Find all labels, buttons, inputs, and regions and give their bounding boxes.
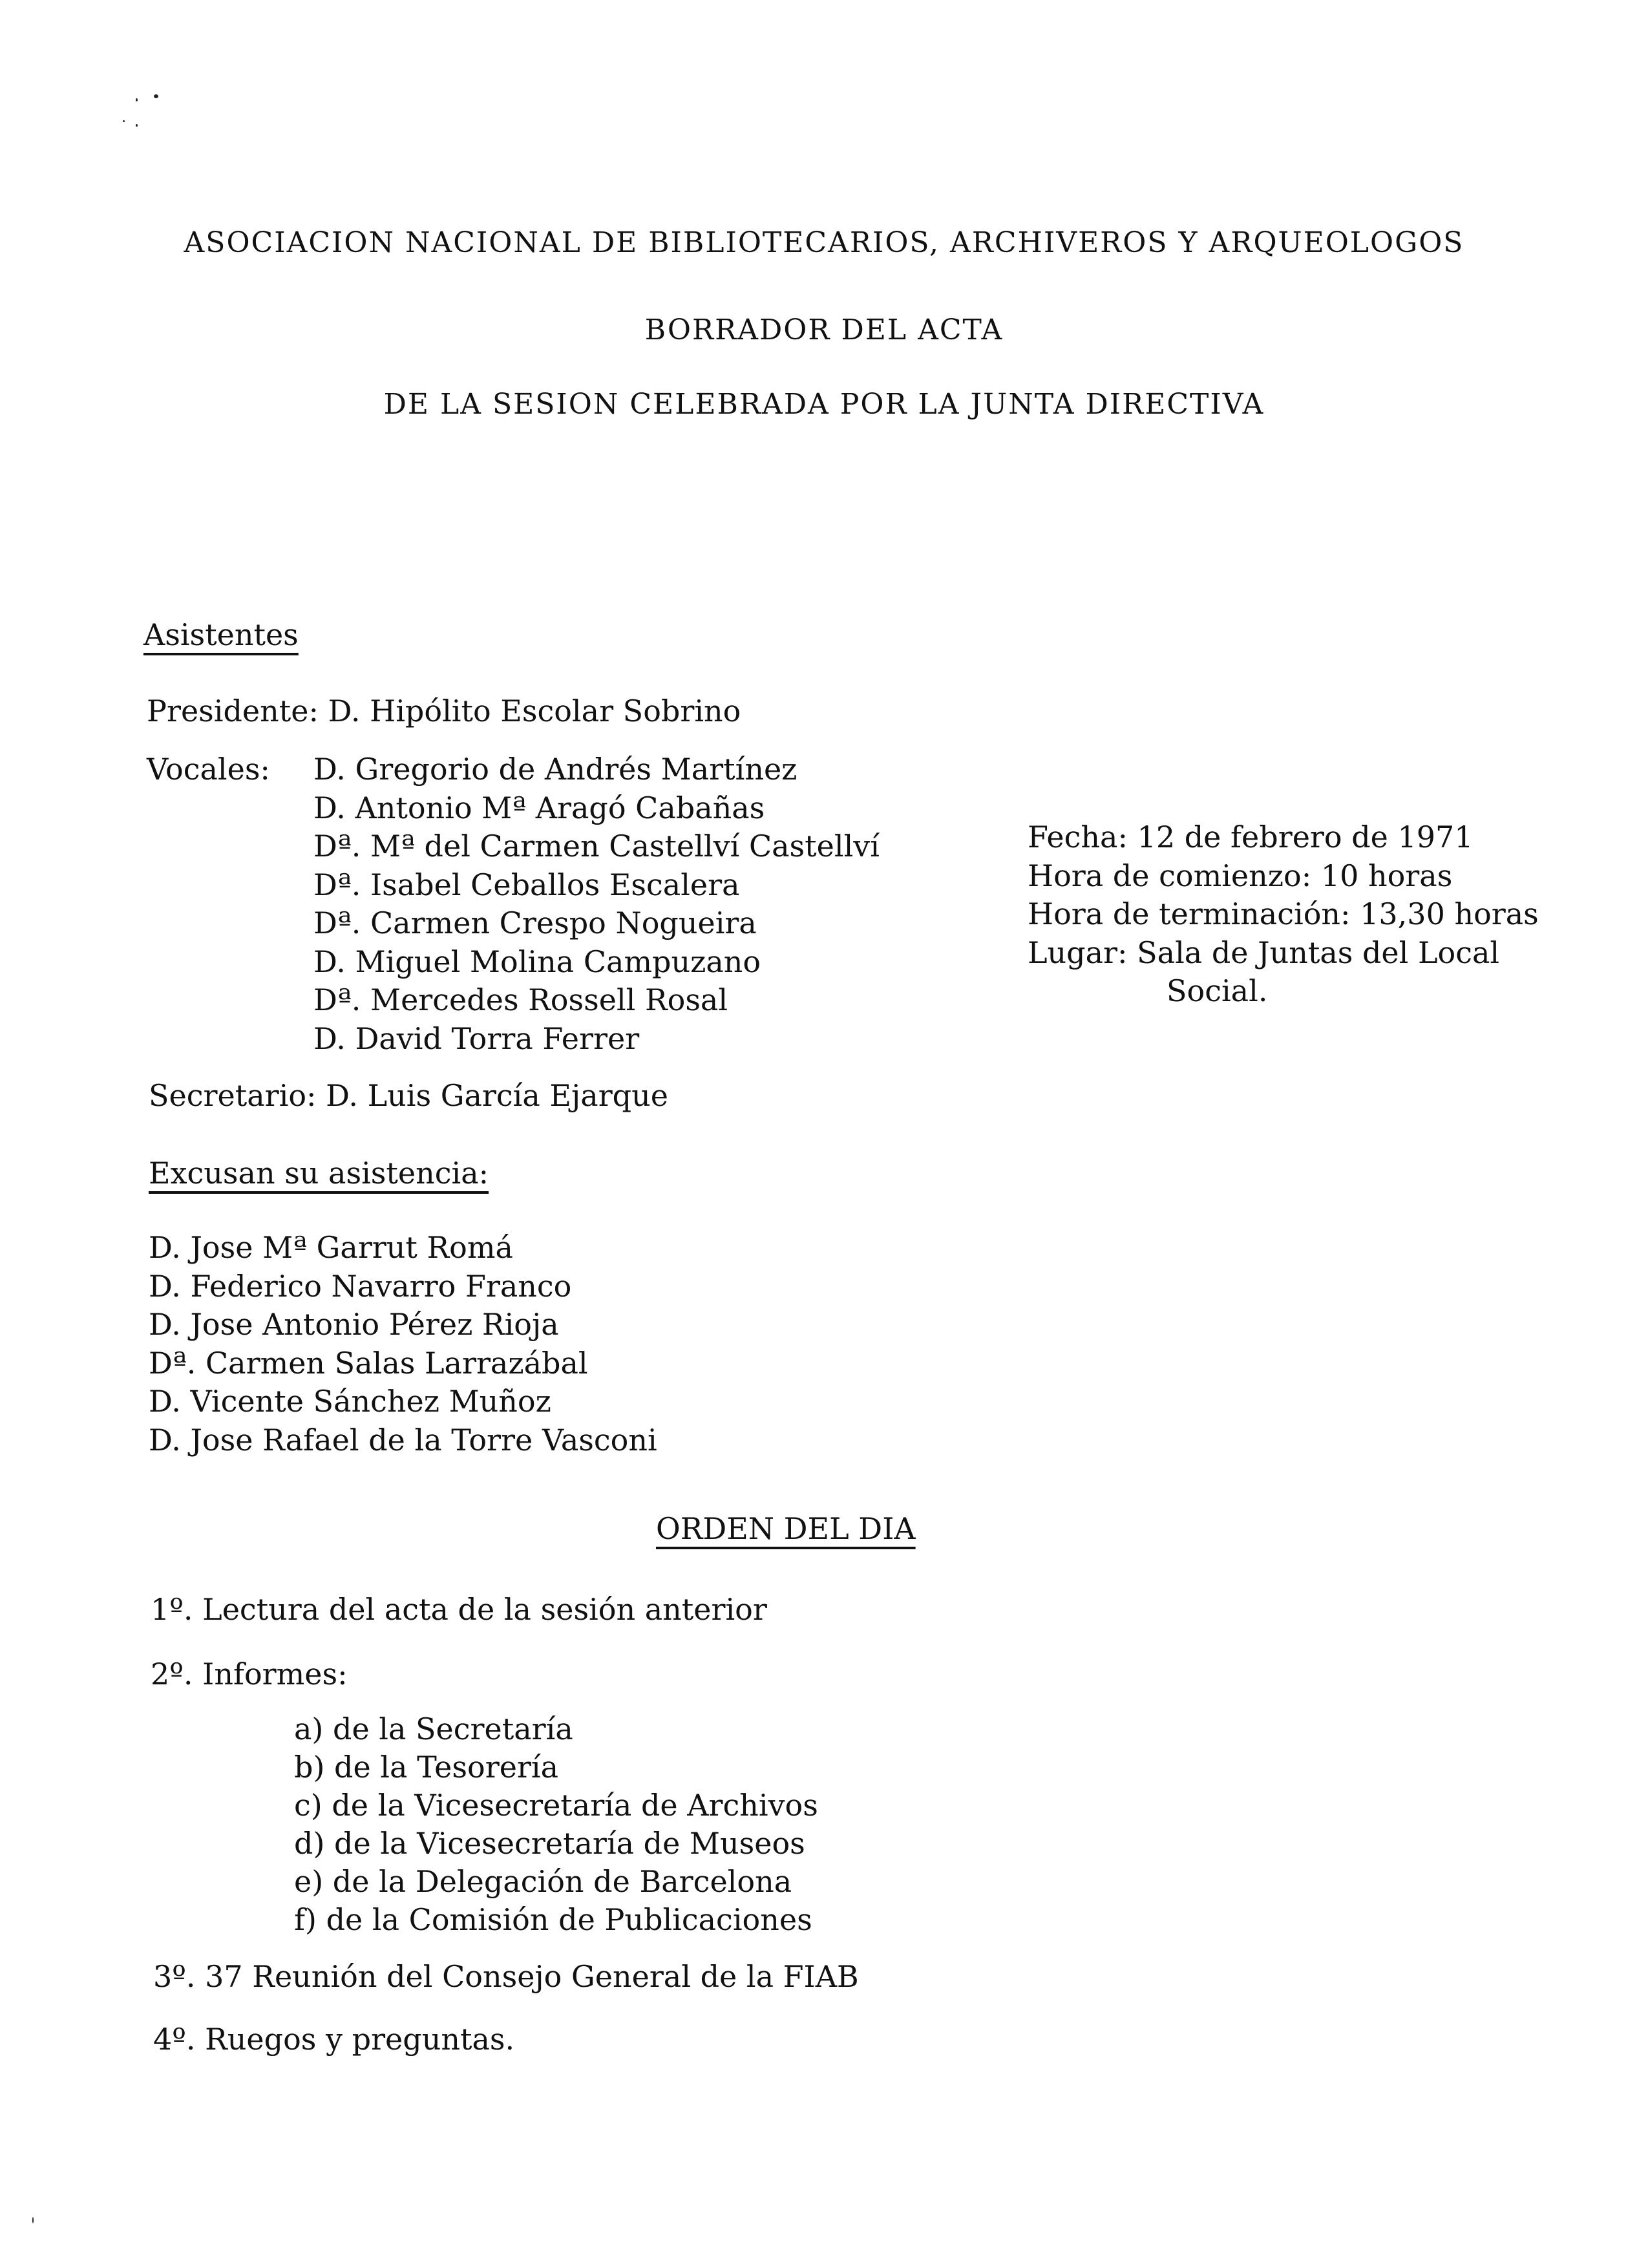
- president-label: Presidente:: [147, 694, 319, 728]
- scan-speck: [154, 94, 158, 98]
- end-time-value: 13,30 horas: [1360, 896, 1539, 931]
- agenda-item-number: 3º.: [153, 1959, 196, 1994]
- president-row: [147, 692, 741, 730]
- member-name: Dª. Carmen Crespo Nogueira: [313, 906, 757, 940]
- members-label: Vocales:: [147, 752, 270, 787]
- document-title: BORRADOR DEL ACTA: [644, 313, 1004, 346]
- agenda-item-number: 4º.: [153, 2022, 196, 2057]
- end-time-label: Hora de terminación:: [1028, 896, 1351, 931]
- report-item: b) de la Tesorería: [294, 1750, 559, 1785]
- member-name: Dª. Mercedes Rossell Rosal: [313, 982, 728, 1017]
- meeting-info: [1028, 818, 1539, 1010]
- excused-name: D. Jose Antonio Pérez Rioja: [149, 1307, 559, 1342]
- agenda-item-text: Informes:: [202, 1657, 348, 1691]
- report-item: f) de la Comisión de Publicaciones: [294, 1902, 812, 1937]
- scan-speck: [136, 124, 138, 127]
- scan-speck: [123, 120, 125, 122]
- date-value: 12 de febrero de 1971: [1137, 820, 1474, 854]
- scan-speck: [32, 2217, 34, 2223]
- member-name: D. Gregorio de Andrés Martínez: [313, 752, 798, 787]
- scan-speck: [136, 98, 138, 101]
- place-value: Sala de Juntas del Local: [1137, 935, 1500, 970]
- member-name: D. Miguel Molina Campuzano: [313, 944, 761, 979]
- place-value-continued: Social.: [1167, 973, 1268, 1008]
- report-item: d) de la Vicesecretaría de Museos: [294, 1826, 805, 1861]
- start-time-row: [1028, 856, 1539, 895]
- secretary-row: [149, 1076, 668, 1115]
- agenda-item: [151, 1655, 348, 1693]
- agenda-item: [151, 1590, 767, 1629]
- report-item: c) de la Vicesecretaría de Archivos: [294, 1788, 818, 1823]
- secretary-name: D. Luis García Ejarque: [326, 1078, 668, 1113]
- date-row: [1028, 818, 1539, 856]
- report-item: e) de la Delegación de Barcelona: [294, 1864, 792, 1899]
- attendees-heading: Asistentes: [143, 617, 299, 652]
- place-label: Lugar:: [1028, 935, 1128, 970]
- document-subtitle: DE LA SESION CELEBRADA POR LA JUNTA DIRECTIVA: [383, 388, 1265, 421]
- agenda-heading: ORDEN DEL DIA: [656, 1511, 916, 1546]
- secretary-label: Secretario:: [149, 1078, 317, 1113]
- president-name: D. Hipólito Escolar Sobrino: [328, 694, 741, 728]
- end-time-row: [1028, 895, 1539, 933]
- excused-name: D. Jose Rafael de la Torre Vasconi: [149, 1422, 657, 1457]
- excused-list: [149, 1228, 657, 1459]
- start-time-label: Hora de comienzo:: [1028, 858, 1312, 893]
- excused-name: D. Federico Navarro Franco: [149, 1268, 572, 1304]
- agenda-item-text: 37 Reunión del Consejo General de la FIAB: [205, 1959, 859, 1994]
- report-item: a) de la Secretaría: [294, 1712, 573, 1746]
- member-name: D. David Torra Ferrer: [313, 1021, 640, 1056]
- organization-heading: ASOCIACION NACIONAL DE BIBLIOTECARIOS, ARCHIVEROS Y ARQUEOLOGOS: [184, 226, 1464, 259]
- agenda-item-text: Ruegos y preguntas.: [205, 2022, 515, 2057]
- agenda-item-text: Lectura del acta de la sesión anterior: [202, 1592, 767, 1627]
- excused-name: D. Jose Mª Garrut Romá: [149, 1230, 513, 1265]
- excused-name: D. Vicente Sánchez Muñoz: [149, 1384, 551, 1419]
- agenda-item: [153, 2020, 514, 2059]
- excused-heading: Excusan su asistencia:: [149, 1156, 489, 1191]
- start-time-value: 10 horas: [1320, 858, 1453, 893]
- reports-list: [294, 1710, 818, 1938]
- date-label: Fecha:: [1028, 820, 1128, 854]
- agenda-item-number: 2º.: [151, 1657, 193, 1691]
- members-list: [313, 750, 880, 1057]
- agenda-item: [153, 1957, 859, 1996]
- place-row: [1028, 933, 1539, 972]
- member-name: Dª. Mª del Carmen Castellví Castellví: [313, 829, 880, 864]
- member-name: Dª. Isabel Ceballos Escalera: [313, 867, 740, 902]
- agenda-item-number: 1º.: [151, 1592, 193, 1627]
- excused-name: Dª. Carmen Salas Larrazábal: [149, 1345, 588, 1381]
- member-name: D. Antonio Mª Aragó Cabañas: [313, 790, 765, 825]
